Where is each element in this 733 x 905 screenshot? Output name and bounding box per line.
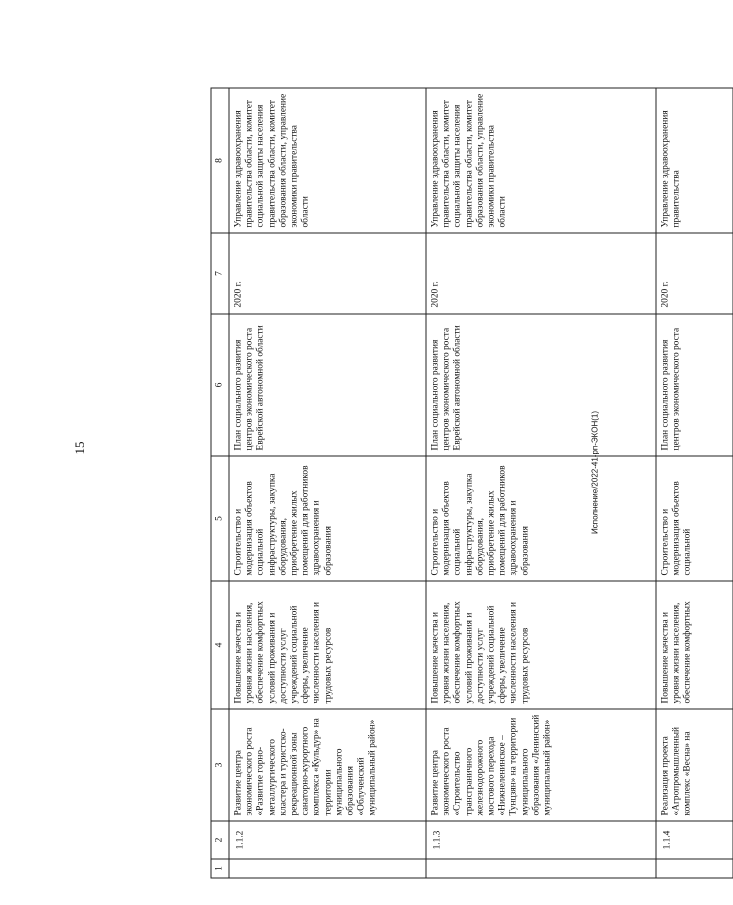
header-cell: 1 bbox=[211, 859, 229, 878]
cell-number bbox=[426, 859, 656, 878]
header-cell: 6 bbox=[211, 314, 229, 456]
cell-name: Развитие центра экономического роста «Строительство трансграничного железнодорожного мостового перехода «Нижнеленинское – Тунцзян» на территории муниципального образования «Ленинский муниципальный район» bbox=[426, 709, 656, 821]
cell-measures: Строительство и модернизация объектов социальной инфраструктуры, закупка оборудования, приобретение жилых помещений для работников здравоохранения и образования bbox=[229, 456, 426, 581]
page-number: 15 bbox=[72, 441, 87, 455]
table-row bbox=[229, 88, 426, 878]
cell-name: Развитие центра экономического роста «Развитие горно-металлургического кластера и туристско-рекреационной зоны санаторно-курортного комплекса «Кульдур» на территории муниципального образования «Облученский муниципальный район» bbox=[229, 709, 426, 821]
table-row bbox=[656, 88, 733, 878]
header-row bbox=[211, 88, 229, 878]
cell-goal: Повышение качества и уровня жизни населения, обеспечение комфортных bbox=[656, 581, 733, 709]
cell-responsible: Управление здравоохранения правительства области, комитет социальной защиты населения правительства области, комитет образования области, управление экономики правительства области bbox=[426, 88, 656, 233]
cell-number bbox=[229, 859, 426, 878]
header-cell: 3 bbox=[211, 709, 229, 821]
cell-name: Реализация проекта «Агропромышленный комплекс «Весна» на bbox=[656, 709, 733, 821]
header-cell: 8 bbox=[211, 88, 229, 233]
measures-table bbox=[210, 87, 733, 878]
cell-document: План социального развития центров экономического роста Еврейской автономной области bbox=[229, 314, 426, 456]
cell-code: 1.1.2 bbox=[229, 821, 426, 859]
header-cell: 4 bbox=[211, 581, 229, 709]
header-cell: 7 bbox=[211, 233, 229, 314]
cell-responsible: Управление здравоохранения правительства области, комитет социальной защиты населения правительства области, комитет образования области, управление экономики правительства области bbox=[229, 88, 426, 233]
document-reference: Исполнение/2022-41-рп-ЭКОН(1) bbox=[590, 411, 600, 535]
cell-goal: Повышение качества и уровня жизни населения, обеспечение комфортных условий проживания и доступности услуг учреждений социальной сферы, увеличение численности населения и трудовых ресурсов bbox=[426, 581, 656, 709]
header-cell: 5 bbox=[211, 456, 229, 581]
cell-number bbox=[656, 859, 733, 878]
cell-document: План социального развития центров экономического роста bbox=[656, 314, 733, 456]
cell-goal: Повышение качества и уровня жизни населения, обеспечение комфортных условий проживания и доступности услуг учреждений социальной сферы, увеличение численности населения и трудовых ресурсов bbox=[229, 581, 426, 709]
cell-measures: Строительство и модернизация объектов социальной инфраструктуры, закупка оборудования, приобретение жилых помещений для работников здравоохранения и образования bbox=[426, 456, 656, 581]
cell-code: 1.1.4 bbox=[656, 821, 733, 859]
cell-year: 2020 г. bbox=[426, 233, 656, 314]
table-row bbox=[426, 88, 656, 878]
cell-year: 2020 г. bbox=[229, 233, 426, 314]
cell-code: 1.1.3 bbox=[426, 821, 656, 859]
rotated-table-container bbox=[210, 88, 733, 878]
header-cell: 2 bbox=[211, 821, 229, 859]
cell-measures: Строительство и модернизация объектов социальной bbox=[656, 456, 733, 581]
cell-responsible: Управление здравоохранения правительства bbox=[656, 88, 733, 233]
cell-document: План социального развития центров экономического роста Еврейской автономной области bbox=[426, 314, 656, 456]
cell-year: 2020 г. bbox=[656, 233, 733, 314]
